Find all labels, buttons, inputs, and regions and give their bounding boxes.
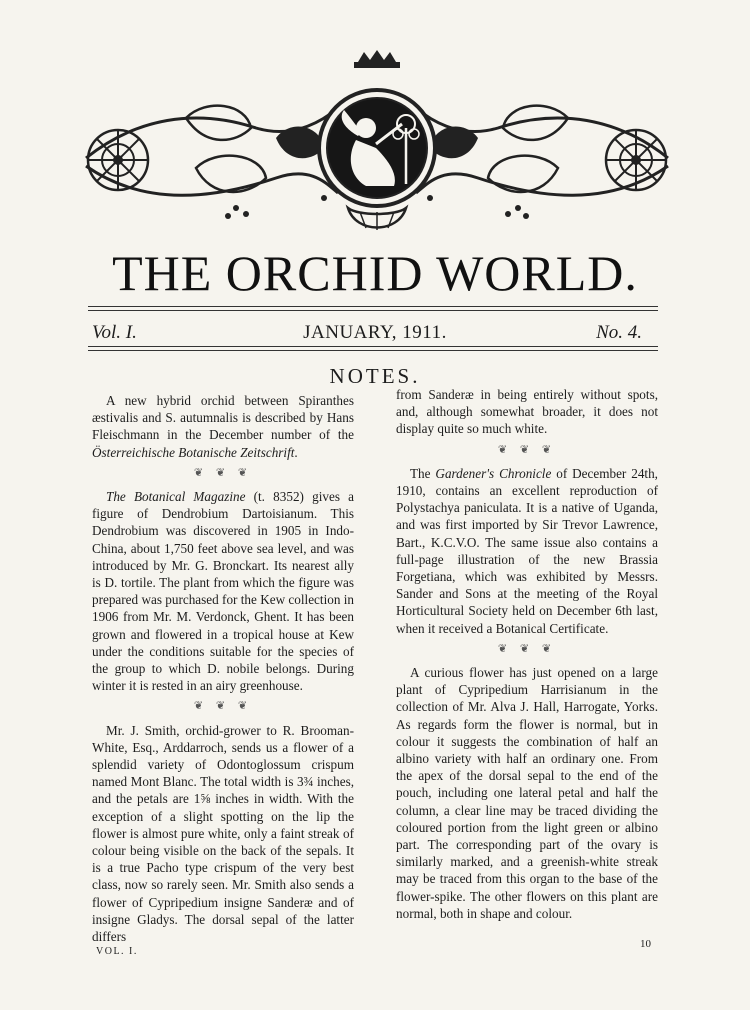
text-run: from Sanderæ in being entirely without spots, and, although somewhat broader, it does not display quite so much white.: [396, 387, 658, 437]
text-run: A curious flower has just opened on a large plant of Cypripedium Harrisianum in the collection of Mr. Alva J. Hall, Harrogate, Yorks. As regards form the flower is normal, but in colour it suggests the combination of half an albino variety with half an ordinary one. From the apex of the dorsal sepal to the end of the pouch, including one lateral petal and half the column, a clear line may be traced dividing the coloured portion from the light green or albino part. The corresponding part of the ovary is similarly marked, and a greenish-white streak may be traced from this organ to the base of the flower-spike. The other flowers on this plant are normal, both in shape and colour.: [396, 665, 658, 921]
paragraph: [92, 488, 354, 694]
paragraph: [92, 722, 354, 946]
separator-ornament: ❦ ❦ ❦: [497, 443, 557, 456]
section-heading: NOTES.: [329, 364, 421, 388]
separator-ornament: ❦ ❦ ❦: [193, 700, 253, 713]
bottom-rule-lower: [88, 350, 658, 351]
issue-number: No. 4.: [596, 322, 642, 343]
volume-label: Vol. I.: [92, 322, 137, 343]
publication-title: THE ORCHID WORLD.: [112, 245, 638, 301]
text-run: (t. 8352) gives a figure of Dendrobium Dartoisianum. This Dendrobium was discovered in 1905 in Indo-China, about 1,750 feet above sea level, and was introduced by Mr. G. Bronckart. Its nearest ally is D. tortile. The plant from which the figure was prepared was purchased for the Kew collection in 1906 from Mr. M. Verdonck, Ghent. It has been grown and flowered in a tropical house at Kew under the conditions suitable for the species of the group to which D. nobile belongs. During winter it is rested in an airy greenhouse.: [92, 489, 354, 694]
right-column: [396, 386, 658, 922]
italic-title: The Botanical Magazine: [106, 489, 246, 505]
text-run: Mr. J. Smith, orchid-grower to R. Brooman-White, Esq., Arddarroch, sends us a flower of a splendid variety of Odontoglossum crispum named Mont Blanc. The total width is 3¾ inches, and the petals are 1⅝ inches in width. With the exception of a slight spotting on the lip the flower is almost pure white, only a faint streak of colour being visible on the back of the sepals. It is a true Pacho type crispum of the very best class, now so rarely seen. Mr. Smith also sends a flower of Cypripedium insigne Sanderæ and of insigne Gladys. The dorsal sepal of the latter differs: [92, 722, 354, 945]
paragraph: [92, 392, 354, 461]
masthead-ornament-icon: [76, 48, 678, 248]
page-number: 10: [640, 938, 651, 950]
separator-ornament: ❦ ❦ ❦: [193, 466, 253, 479]
text-run: of December 24th, 1910, contains an excellent reproduction of Polystachya paniculata. It is a native of Uganda, and was first imported by Sir Trevor Lawrence, Bart., K.C.V.O. The same issue also contains a full-page illustration of the new Brassia Forgetiana, which was exhibited by Messrs. Sander and Sons at the meeting of the Royal Horticultural Society held on December 6th last, when it received a Botanical Certificate.: [396, 465, 658, 636]
paragraph: [396, 465, 658, 637]
text-run: .: [294, 444, 298, 460]
text-run: The: [410, 465, 436, 481]
italic-title: Österreichische Botanische Zeitschrift: [92, 444, 295, 460]
paragraph: [396, 664, 658, 922]
paragraph-continued: [396, 386, 658, 438]
separator-ornament: ❦ ❦ ❦: [497, 642, 557, 655]
top-rule-upper: [88, 306, 658, 307]
left-column: [92, 392, 354, 945]
top-rule-lower: [88, 310, 658, 311]
issue-date: JANUARY, 1911.: [303, 322, 447, 343]
bottom-rule-upper: [88, 346, 658, 347]
text-run: A new hybrid orchid between Spiranthes æstivalis and S. autumnalis is described by Hans Fleischmann in the December number of the: [92, 393, 354, 443]
italic-title: Gardener's Chronicle: [435, 465, 552, 481]
footer-volume: VOL. I.: [96, 946, 138, 957]
